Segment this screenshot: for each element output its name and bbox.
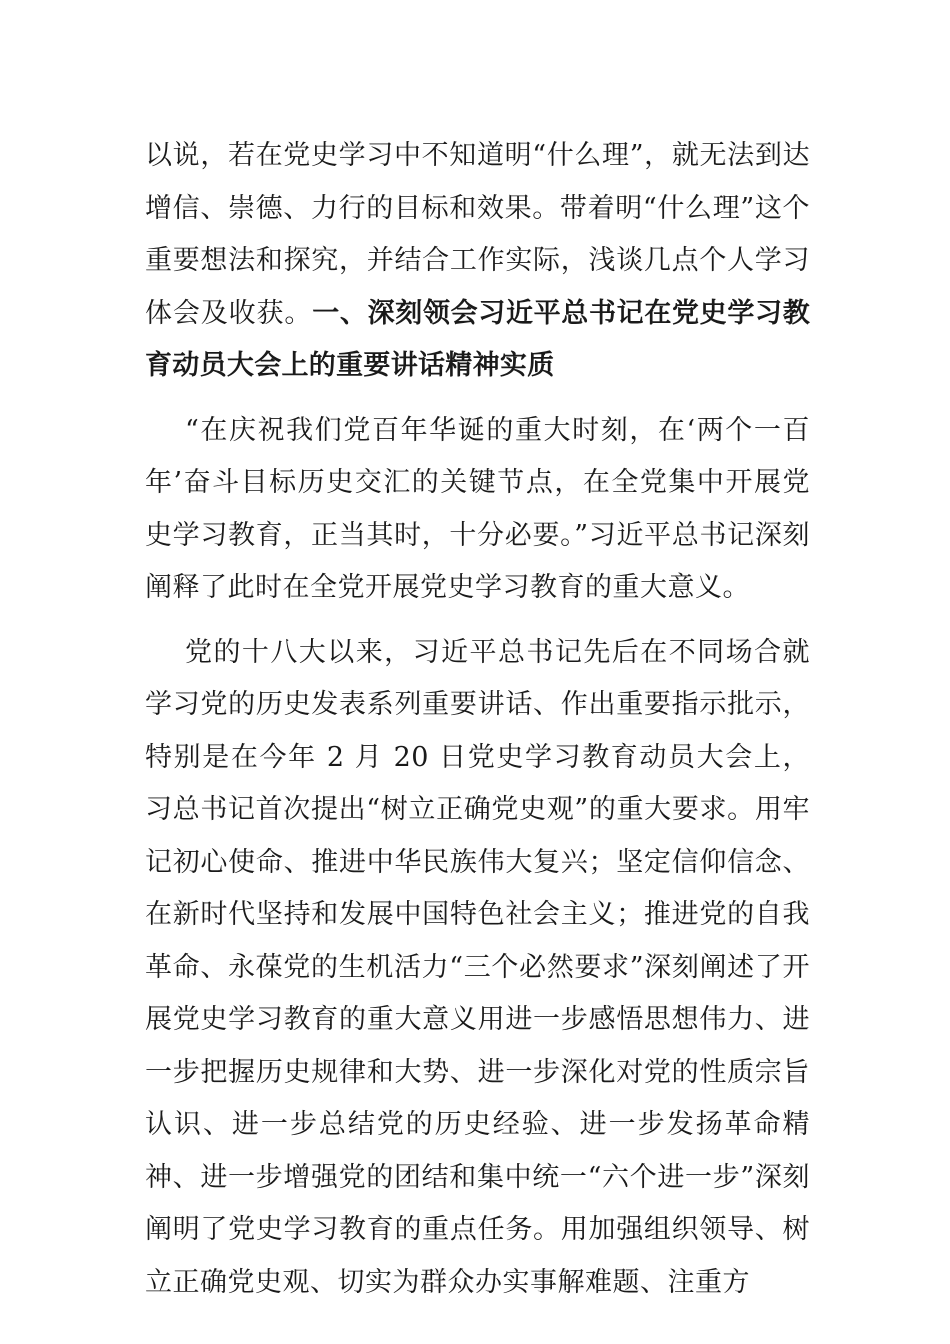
section-heading-1: 一、深刻领会习近平总书记在党史学习教育动员大会上的重要讲话精神实质 (145, 297, 811, 381)
paragraph-1 (145, 130, 810, 393)
document-body (145, 130, 810, 1309)
paragraph-1-text: 以说，若在党史学习中不知道明“什么理”，就无法到达增信、崇德、力行的目标和效果。带着明“什么理”这个重要想法和探究，并结合工作实际，浅谈几点个人学习体会及收获。 (145, 140, 810, 329)
paragraph-3: 党的十八大以来，习近平总书记先后在不同场合就学习党的历史发表系列重要讲话、作出重要指示批示，特别是在今年 2 月 20 日党史学习教育动员大会上，习总书记首次提出“树立正确党史观”的重大要求。用牢记初心使命、推进中华民族伟大复兴；坚定信仰信念、在新时代坚持和发展中国特色社会主义；推进党的自我革命、永葆党的生机活力“三个必然要求”深刻阐述了开展党史学习教育的重大意义用进一步感悟思想伟力、进一步把握历史规律和大势、进一步深化对党的性质宗旨认识、进一步总结党的历史经验、进一步发扬革命精神、进一步增强党的团结和集中统一“六个进一步”深刻阐明了党史学习教育的重点任务。用加强组织领导、树立正确党史观、切实为群众办实事解难题、注重方 (145, 636, 810, 1298)
paragraph-2: “在庆祝我们党百年华诞的重大时刻，在‘两个一百年’奋斗目标历史交汇的关键节点，在全党集中开展党史学习教育，正当其时，十分必要。”习近平总书记深刻阐释了此时在全党开展党史学习教育的重大意义。 (145, 414, 810, 603)
